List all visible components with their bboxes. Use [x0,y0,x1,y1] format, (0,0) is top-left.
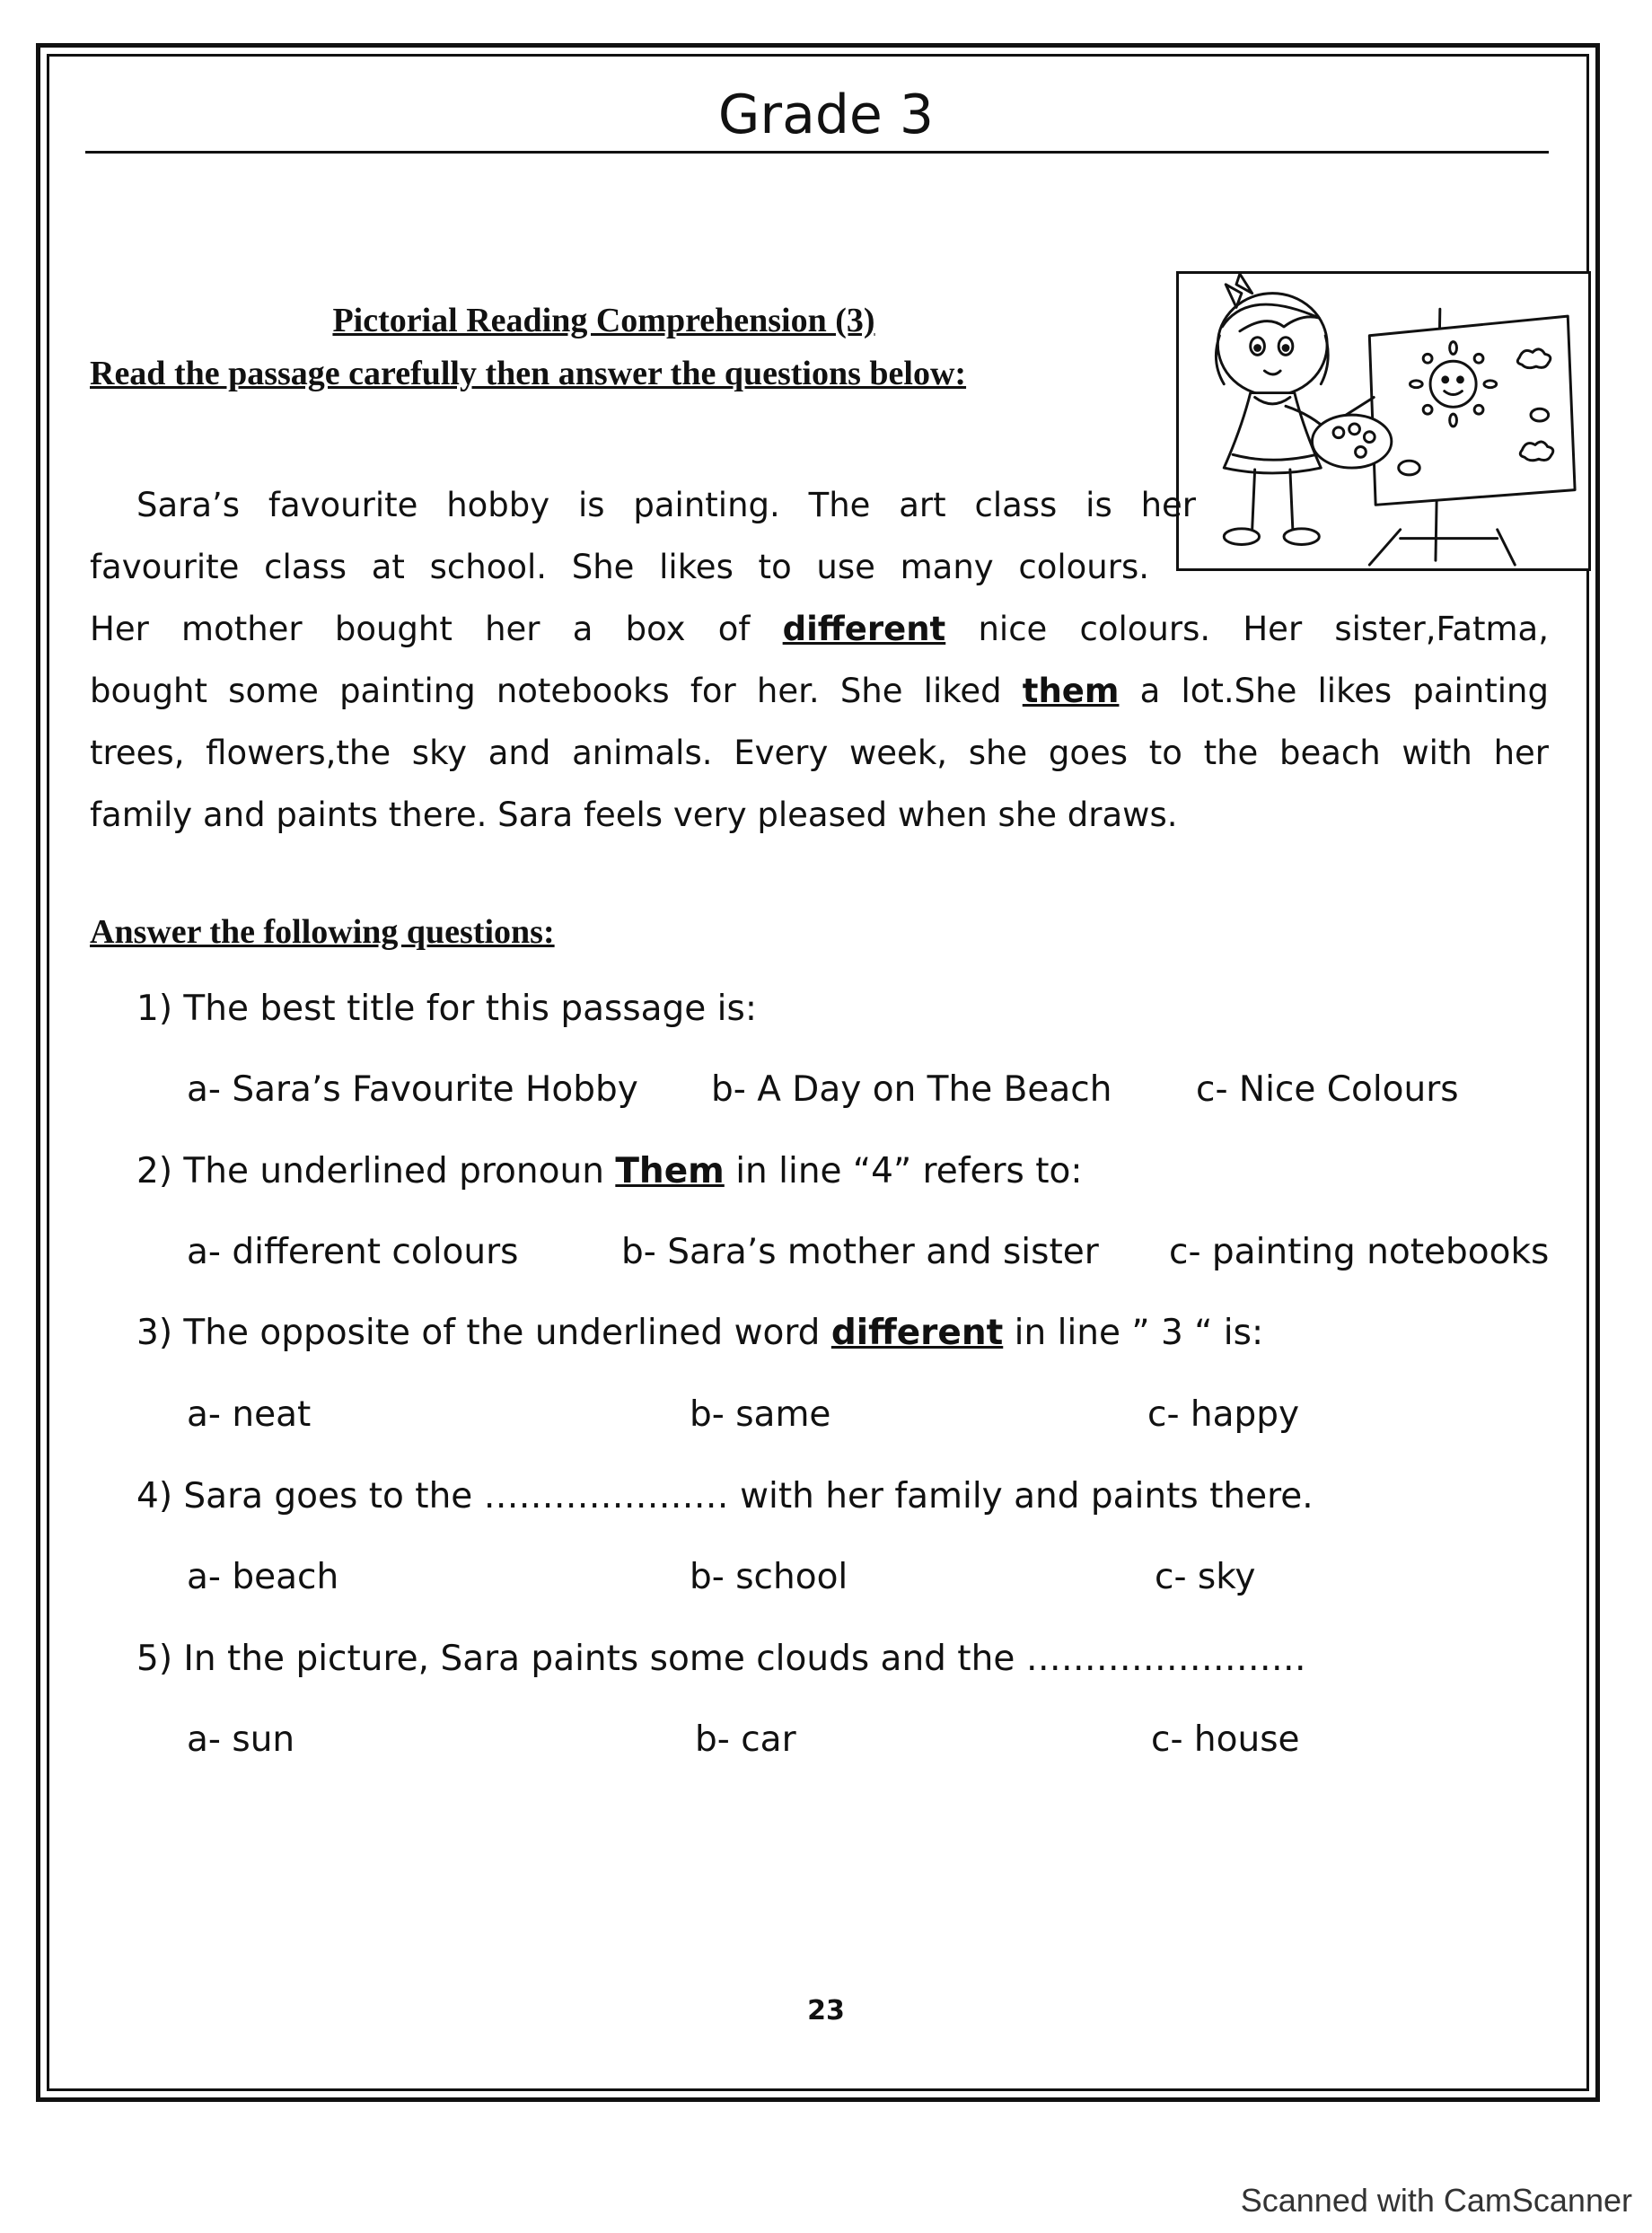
option-5b: b- car [695,1719,796,1760]
option-3a: a- neat [187,1394,312,1435]
passage-line: favourite class at school. She likes to use many colours. [90,548,1149,586]
heading-rule [85,151,1549,154]
question-3 [136,1309,1263,1358]
question-4: 4) Sara goes to the ………………… with her family and paints there. [136,1476,1314,1517]
question-2 [136,1147,1082,1196]
scanner-watermark: Scanned with CamScanner [1240,2182,1632,2219]
option-3b: b- same [690,1394,831,1435]
worksheet-title: Pictorial Reading Comprehension (3) [332,302,875,339]
underlined-word-them: Them [615,1151,725,1191]
option-3c: c- happy [1147,1394,1300,1435]
passage-line [90,598,1549,660]
page-number: 23 [807,1995,845,2026]
passage-line: trees, flowers,the sky and animals. Every week, she goes to the beach with her [90,734,1549,772]
question-text: in line ” 3 “ is: [1003,1313,1264,1353]
reading-passage [90,474,1549,846]
option-1a: a- Sara’s Favourite Hobby [187,1069,638,1110]
option-4b: b- school [690,1557,848,1597]
underlined-word-them: them [1022,672,1120,710]
passage-text: nice colours. Her sister,Fatma, [945,610,1549,648]
underlined-word-different: different [782,610,946,648]
questions-heading: Answer the following questions: [90,913,555,951]
passage-text: bought some painting notebooks for her. She liked [90,672,1023,710]
option-2a: a- different colours [187,1232,519,1272]
passage-text: a lot.She likes painting [1119,672,1549,710]
question-text: 2) The underlined pronoun [136,1151,616,1191]
question-5: 5) In the picture, Sara paints some clouds and the …………………… [136,1639,1306,1679]
underlined-word-different: different [830,1313,1004,1353]
option-5c: c- house [1151,1719,1300,1760]
paint-palette [1312,415,1391,468]
passage-line: family and paints there. Sara feels very pleased when she draws. [90,796,1178,834]
passage-text: Her mother bought her a box of [90,610,783,648]
question-text: 3) The opposite of the underlined word [136,1313,831,1353]
option-2c: c- painting notebooks [1169,1232,1550,1272]
passage-line [90,660,1549,722]
question-1: 1) The best title for this passage is: [136,989,757,1029]
grade-heading: Grade 3 [717,84,935,146]
option-4c: c- sky [1155,1557,1256,1597]
girl-head [1217,294,1327,396]
option-5a: a- sun [187,1719,295,1760]
option-1c: c- Nice Colours [1196,1069,1459,1110]
instruction-heading: Read the passage carefully then answer the questions below: [90,355,967,392]
option-2b: b- Sara’s mother and sister [621,1232,1099,1272]
option-4a: a- beach [187,1557,339,1597]
option-1b: b- A Day on The Beach [711,1069,1112,1110]
question-text: in line “4” refers to: [724,1151,1083,1191]
passage-line: Sara’s favourite hobby is painting. The art class is her [136,486,1196,524]
